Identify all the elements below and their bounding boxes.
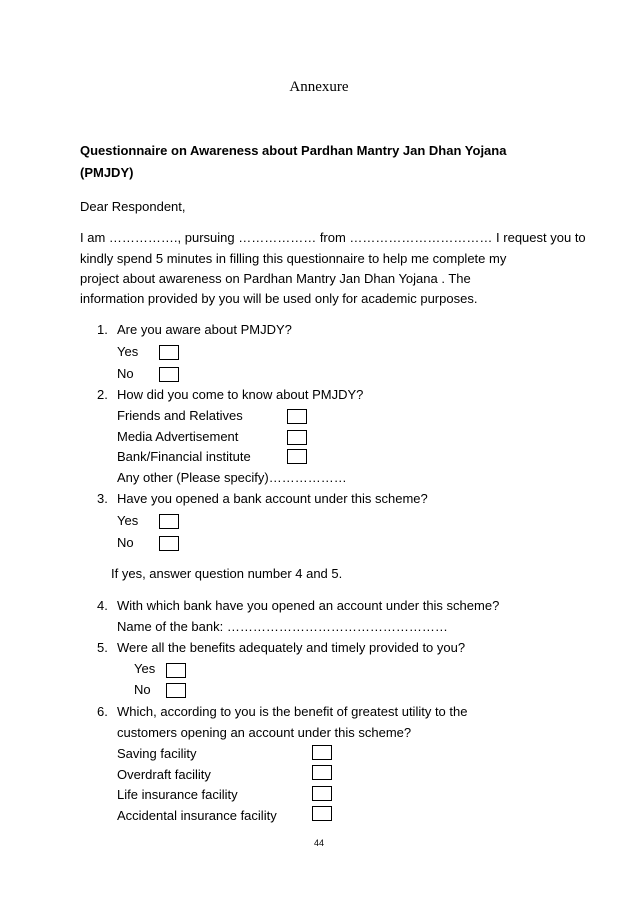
q2-option-media: Media Advertisement bbox=[117, 429, 239, 444]
questionnaire-heading-line2: (PMJDY) bbox=[80, 165, 134, 180]
q5-yes-checkbox[interactable] bbox=[166, 663, 186, 678]
q1-yes-checkbox[interactable] bbox=[159, 345, 179, 360]
q6-accidental-checkbox[interactable] bbox=[312, 806, 332, 821]
q1-no-checkbox[interactable] bbox=[159, 367, 179, 382]
q5-no-checkbox[interactable] bbox=[166, 683, 186, 698]
q6-option-overdraft: Overdraft facility bbox=[117, 767, 211, 782]
q4-bank-name: Name of the bank: …………………………………………… bbox=[117, 619, 448, 634]
q6-saving-checkbox[interactable] bbox=[312, 745, 332, 760]
q1-option-no: No bbox=[117, 366, 134, 381]
q3-text: Have you opened a bank account under this scheme? bbox=[117, 491, 428, 506]
intro-line-4: information provided by you will be used only for academic purposes. bbox=[80, 291, 478, 306]
q6-option-saving: Saving facility bbox=[117, 746, 197, 761]
q1-text: Are you aware about PMJDY? bbox=[117, 322, 292, 337]
q1-number: 1. bbox=[97, 322, 108, 337]
q6-overdraft-checkbox[interactable] bbox=[312, 765, 332, 780]
q3-yes-checkbox[interactable] bbox=[159, 514, 179, 529]
if-yes-note: If yes, answer question number 4 and 5. bbox=[111, 566, 343, 581]
salutation: Dear Respondent, bbox=[80, 199, 186, 214]
q2-media-checkbox[interactable] bbox=[287, 430, 307, 445]
q6-number: 6. bbox=[97, 704, 108, 719]
q5-number: 5. bbox=[97, 640, 108, 655]
intro-line-2: kindly spend 5 minutes in filling this questionnaire to help me complete my bbox=[80, 251, 507, 266]
intro-line-1: I am ……………., pursuing ……………… from …………………………… I request you to bbox=[80, 230, 586, 245]
q3-option-yes: Yes bbox=[117, 513, 139, 528]
q6-text-line1: Which, according to you is the benefit of greatest utility to the bbox=[117, 704, 468, 719]
q2-option-friends: Friends and Relatives bbox=[117, 408, 243, 423]
q2-friends-checkbox[interactable] bbox=[287, 409, 307, 424]
q3-number: 3. bbox=[97, 491, 108, 506]
q3-option-no: No bbox=[117, 535, 134, 550]
q6-option-accidental: Accidental insurance facility bbox=[117, 808, 277, 823]
q5-option-no: No bbox=[134, 682, 151, 697]
q3-no-checkbox[interactable] bbox=[159, 536, 179, 551]
q1-option-yes: Yes bbox=[117, 344, 139, 359]
q2-text: How did you come to know about PMJDY? bbox=[117, 387, 364, 402]
q4-text: With which bank have you opened an account under this scheme? bbox=[117, 598, 500, 613]
q5-option-yes: Yes bbox=[134, 661, 156, 676]
q6-option-life: Life insurance facility bbox=[117, 787, 238, 802]
q2-option-bank: Bank/Financial institute bbox=[117, 449, 251, 464]
q6-text-line2: customers opening an account under this scheme? bbox=[117, 725, 412, 740]
q2-other: Any other (Please specify)……………… bbox=[117, 470, 347, 485]
intro-line-3: project about awareness on Pardhan Mantry Jan Dhan Yojana . The bbox=[80, 271, 471, 286]
q5-text: Were all the benefits adequately and timely provided to you? bbox=[117, 640, 466, 655]
page-title: Annexure bbox=[289, 79, 349, 95]
q6-life-checkbox[interactable] bbox=[312, 786, 332, 801]
q2-number: 2. bbox=[97, 387, 108, 402]
q2-bank-checkbox[interactable] bbox=[287, 449, 307, 464]
questionnaire-heading-line1: Questionnaire on Awareness about Pardhan Mantry Jan Dhan Yojana bbox=[80, 143, 507, 158]
page-number: 44 bbox=[313, 838, 324, 848]
q4-number: 4. bbox=[97, 598, 108, 613]
